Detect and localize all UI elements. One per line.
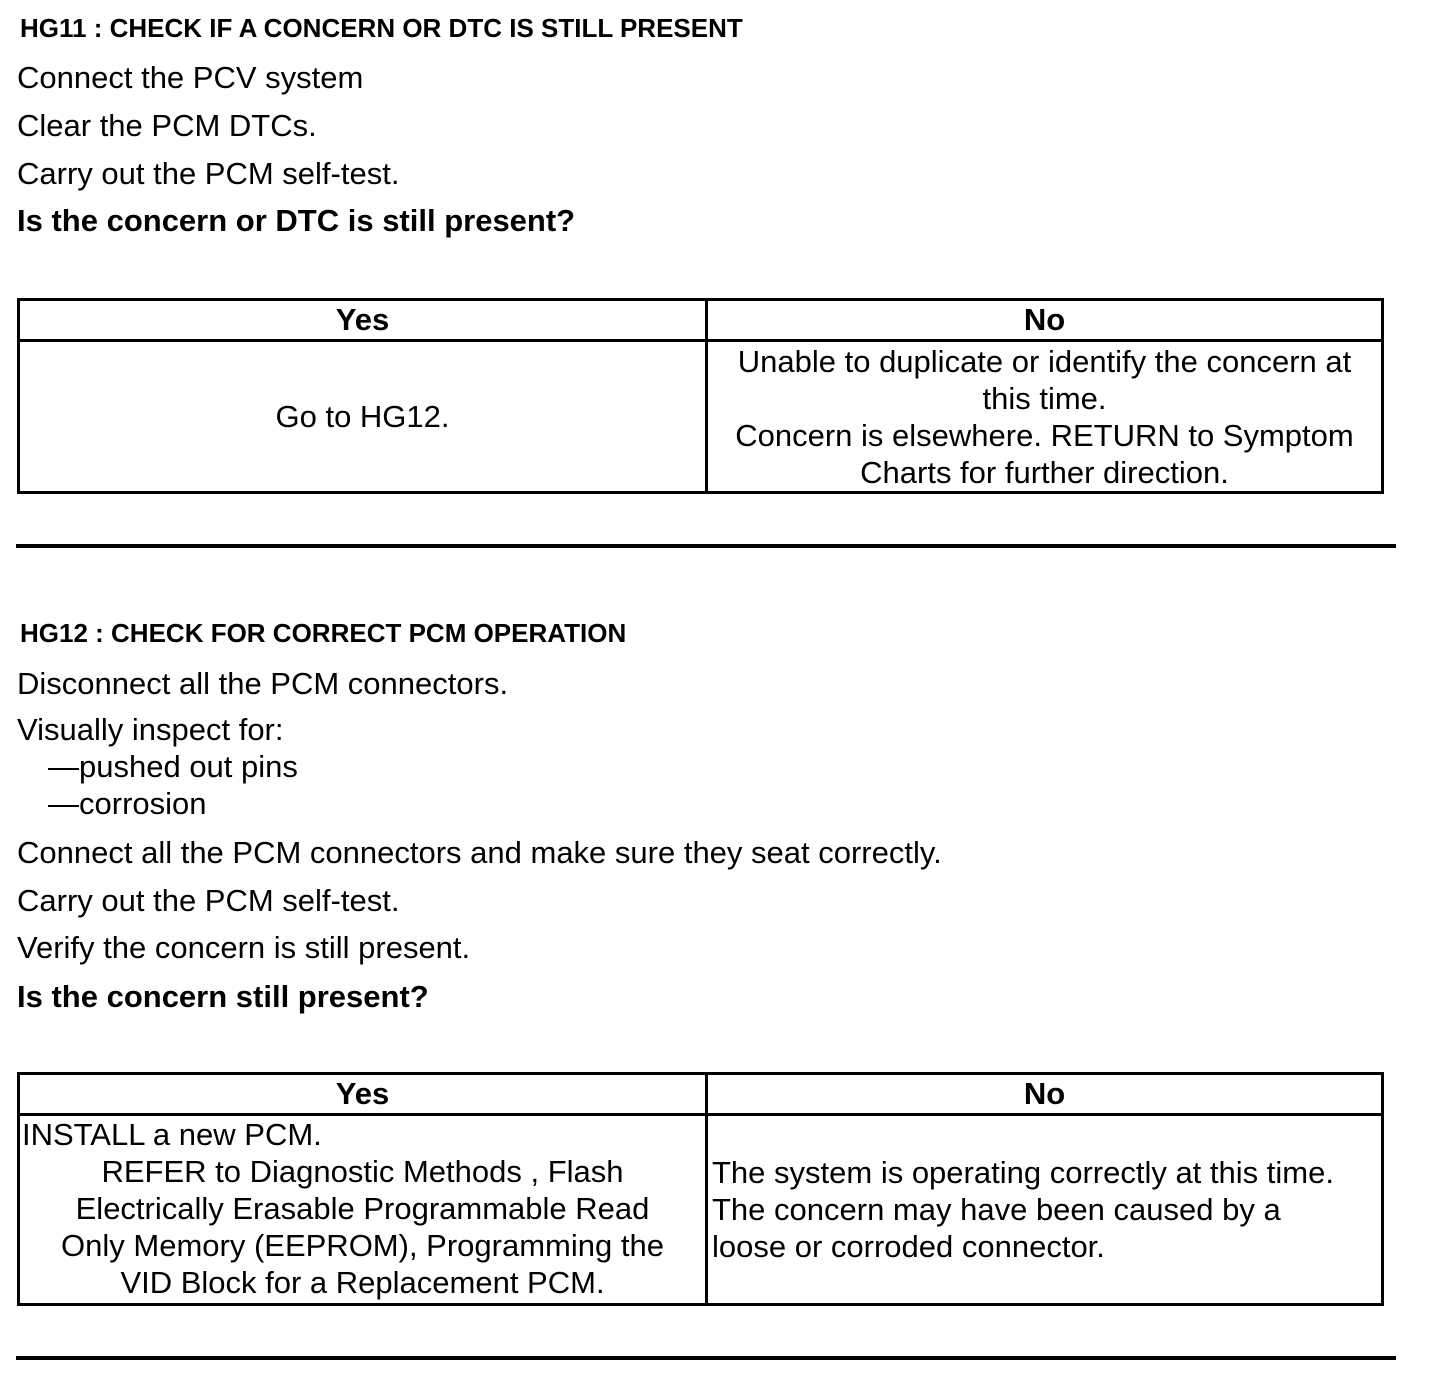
- no-line: The system is operating correctly at this time.: [712, 1155, 1334, 1190]
- hg12-yes-no-table: [17, 1072, 1384, 1306]
- table-header-row: [19, 300, 1383, 341]
- hg11-step-self-test: Carry out the PCM self-test.: [17, 156, 400, 191]
- hg12-step-self-test: Carry out the PCM self-test.: [17, 883, 400, 918]
- yes-cell: [19, 1115, 707, 1305]
- section-divider: [16, 544, 1396, 548]
- yes-refer-line: Only Memory (EEPROM), Programming the: [61, 1228, 664, 1263]
- hg12-step-verify: Verify the concern is still present.: [17, 930, 471, 965]
- hg12-step-connect: Connect all the PCM connectors and make sure they seat correctly.: [17, 835, 942, 870]
- hg12-step-disconnect: Disconnect all the PCM connectors.: [17, 666, 509, 701]
- inspect-item-pushed-pins: —pushed out pins: [48, 749, 298, 784]
- yes-refer-line: Electrically Erasable Programmable Read: [75, 1191, 650, 1226]
- hg11-yes-no-table: [17, 298, 1384, 494]
- hg11-heading: HG11 : CHECK IF A CONCERN OR DTC IS STILL PRESENT: [20, 13, 743, 43]
- table-row: [19, 341, 1383, 493]
- yes-refer-line: VID Block for a Replacement PCM.: [120, 1265, 605, 1300]
- yes-header: Yes: [19, 1074, 707, 1115]
- yes-header: Yes: [19, 300, 707, 341]
- no-cell: [707, 341, 1383, 493]
- section-divider: [16, 1356, 1396, 1360]
- hg12-heading: HG12 : CHECK FOR CORRECT PCM OPERATION: [20, 618, 627, 648]
- no-cell: [707, 1115, 1383, 1305]
- no-header: No: [707, 1074, 1383, 1115]
- table-header-row: [19, 1074, 1383, 1115]
- hg11-step-connect-pcv: Connect the PCV system: [17, 60, 364, 95]
- no-header: No: [707, 300, 1383, 341]
- yes-refer-line: REFER to Diagnostic Methods , Flash: [101, 1154, 624, 1189]
- table-row: [19, 1115, 1383, 1305]
- yes-go-to-hg12: Go to HG12.: [275, 399, 450, 434]
- no-line: this time.: [982, 380, 1107, 416]
- no-line: The concern may have been caused by a: [712, 1192, 1281, 1227]
- yes-cell: [19, 341, 707, 493]
- no-line: loose or corroded connector.: [712, 1229, 1105, 1264]
- yes-install-line: INSTALL a new PCM.: [22, 1117, 322, 1152]
- no-line: Concern is elsewhere. RETURN to Symptom: [735, 417, 1354, 453]
- hg11-question: Is the concern or DTC is still present?: [17, 203, 576, 238]
- hg11-step-clear-dtcs: Clear the PCM DTCs.: [17, 108, 317, 143]
- hg12-question: Is the concern still present?: [17, 979, 429, 1014]
- inspect-item-corrosion: —corrosion: [48, 786, 207, 821]
- hg12-step-inspect: Visually inspect for:: [17, 712, 284, 747]
- no-line: Unable to duplicate or identify the concern at: [737, 343, 1352, 379]
- no-line: Charts for further direction.: [860, 454, 1229, 490]
